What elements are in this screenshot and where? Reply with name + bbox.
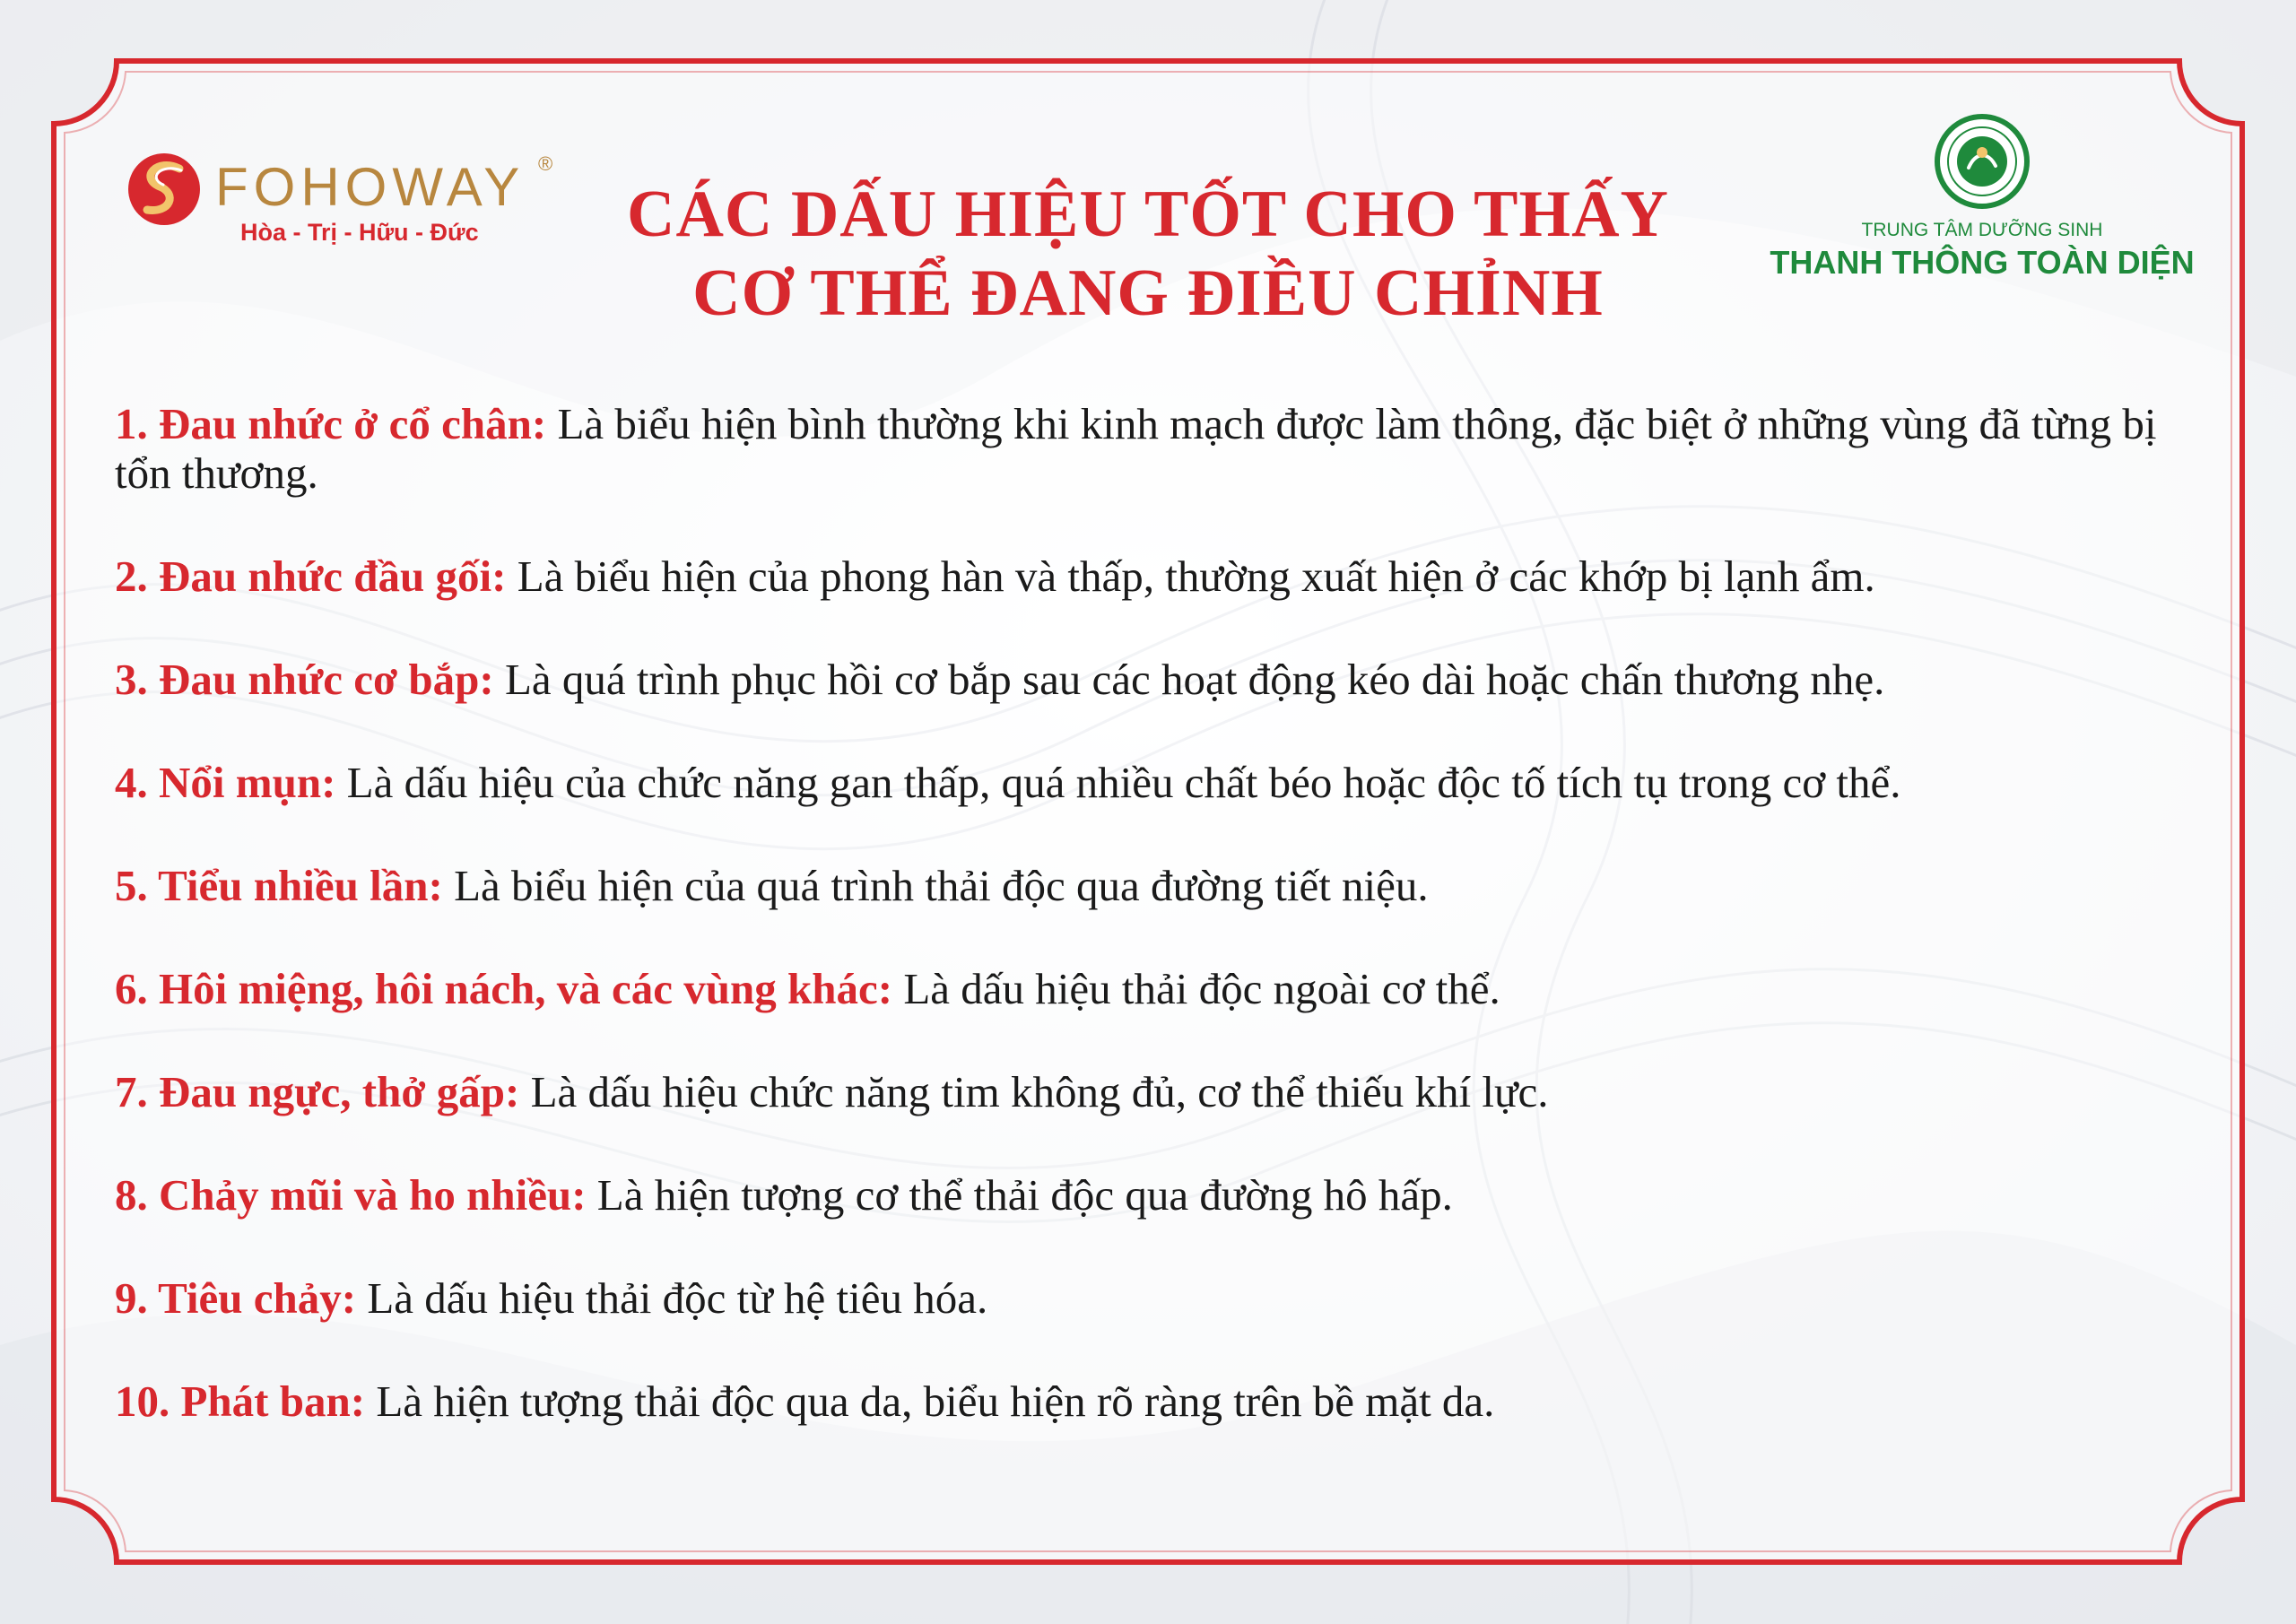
title-line-2: CƠ THỂ ĐANG ĐIỀU CHỈNH — [692, 256, 1604, 330]
title-line-1: CÁC DẤU HIỆU TỐT CHO THẤY — [627, 178, 1669, 251]
list-item — [115, 964, 2178, 1013]
item-text: Là quá trình phục hồi cơ bắp sau các hoạt động kéo dài hoặc chấn thương nhẹ. — [493, 655, 1885, 704]
center-name: THANH THÔNG TOÀN DIỆN — [1770, 244, 2195, 281]
list-item — [115, 655, 2178, 704]
item-text: Là biểu hiện bình thường khi kinh mạch được làm thông, đặc biệt ở những vùng đã từng bị tổn thương. — [115, 399, 2157, 498]
list-item — [115, 1376, 2178, 1426]
item-label: 8. Chảy mũi và ho nhiều: — [115, 1170, 587, 1220]
brand-slogan: Hòa - Trị - Hữu - Đức — [240, 219, 479, 246]
item-label: 4. Nổi mụn: — [115, 758, 336, 807]
fohoway-s-logo-icon — [126, 151, 203, 228]
list-item — [115, 399, 2178, 498]
brand-name: FOHOWAY — [215, 157, 526, 217]
item-text: Là dấu hiệu chức năng tim không đủ, cơ thể thiếu khí lực. — [519, 1067, 1549, 1116]
item-text: Là biểu hiện của quá trình thải độc qua đường tiết niệu. — [442, 861, 1429, 910]
item-text: Là dấu hiệu của chức năng gan thấp, quá nhiều chất béo hoặc độc tố tích tụ trong cơ thể. — [335, 758, 1901, 807]
item-label: 6. Hôi miệng, hôi nách, và các vùng khác: — [115, 964, 893, 1013]
list-item — [115, 1273, 2178, 1323]
item-text: Là hiện tượng thải độc qua da, biểu hiện rõ ràng trên bề mặt da. — [365, 1376, 1495, 1426]
list-item — [115, 551, 2178, 601]
item-label: 2. Đau nhức đầu gối: — [115, 551, 507, 601]
list-item — [115, 1170, 2178, 1220]
registered-mark: ® — [538, 152, 553, 175]
item-label: 9. Tiêu chảy: — [115, 1273, 357, 1323]
list-item — [115, 1067, 2178, 1116]
item-label: 10. Phát ban: — [115, 1376, 366, 1426]
item-text: Là biểu hiện của phong hàn và thấp, thường xuất hiện ở các khớp bị lạnh ẩm. — [506, 551, 1875, 601]
list-item — [115, 861, 2178, 910]
item-text: Là dấu hiệu thải độc ngoài cơ thể. — [892, 964, 1500, 1013]
list-item — [115, 758, 2178, 807]
page-title — [556, 175, 1740, 333]
item-label: 5. Tiểu nhiều lần: — [115, 861, 443, 910]
center-logo — [1758, 112, 2206, 291]
item-text: Là dấu hiệu thải độc từ hệ tiêu hóa. — [356, 1273, 988, 1323]
item-label: 3. Đau nhức cơ bắp: — [115, 655, 494, 704]
item-label: 7. Đau ngực, thở gấp: — [115, 1067, 520, 1116]
item-text: Là hiện tượng cơ thể thải độc qua đường hô hấp. — [586, 1170, 1453, 1220]
center-subtitle: TRUNG TÂM DƯỠNG SINH — [1861, 220, 2103, 240]
fohoway-logo — [126, 143, 574, 260]
center-seal-icon — [1933, 112, 2031, 211]
item-label: 1. Đau nhức ở cổ chân: — [115, 399, 547, 448]
